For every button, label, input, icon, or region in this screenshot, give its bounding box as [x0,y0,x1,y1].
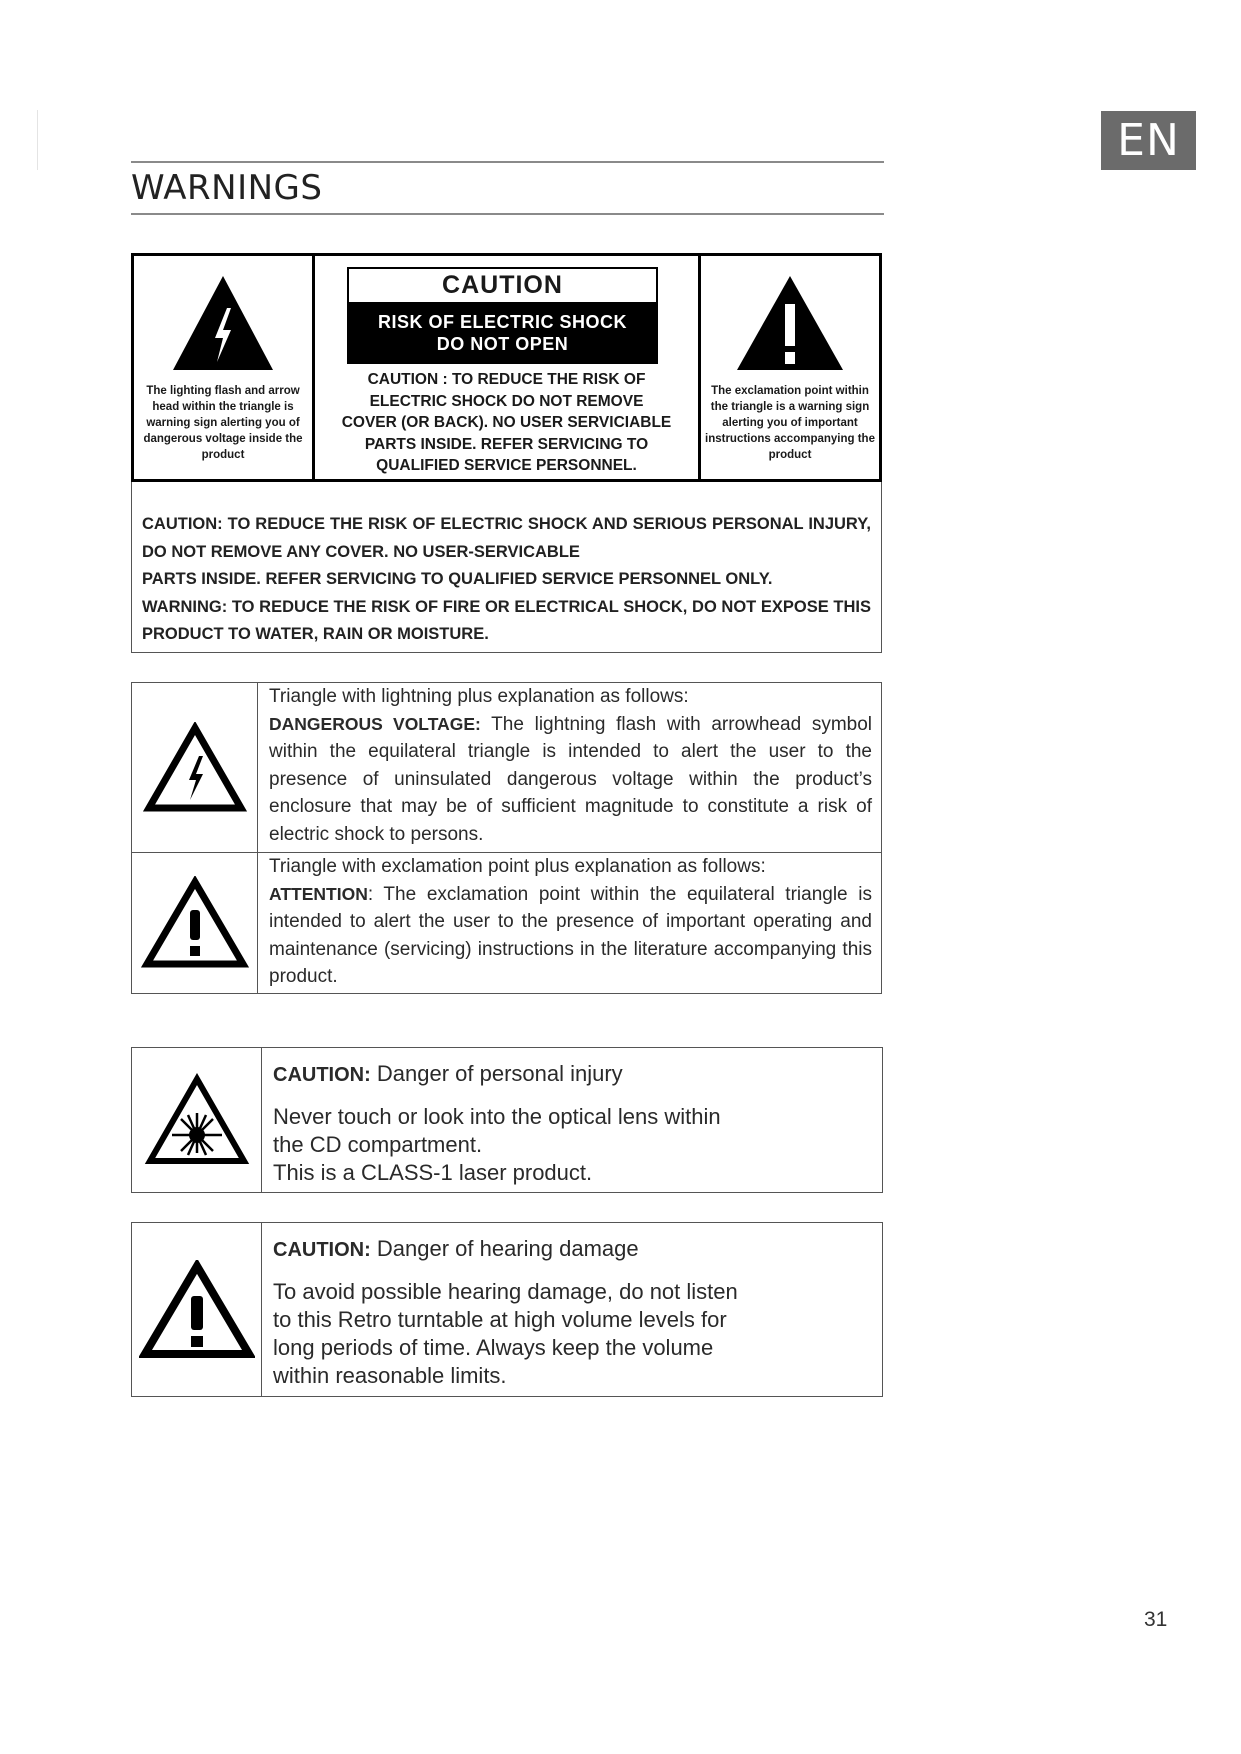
risk-line-2: DO NOT OPEN [436,334,569,354]
caution-title: CAUTION [442,271,563,299]
caution-paragraph: CAUTION: TO REDUCE THE RISK OF ELECTRIC SHOCK AND SERIOUS PERSONAL INJURY, DO NOT REMOVE ANY COVER. NO USER-SERVICABLE [142,515,871,561]
label-right-panel [698,256,879,479]
laser-caution-heading [273,1060,871,1089]
label-left-panel [134,256,315,479]
laser-caution-line: the CD compartment. [273,1132,483,1157]
symbol-term: ATTENTION [269,883,368,904]
page-title: WARNINGS [131,168,323,208]
label-left-text: The lighting flash and arrow head within the triangle is warning sign alerting you of dangerous voltage inside the product [143,385,303,461]
symbol-text: : The exclamation point within the equilateral triangle is intended to alert the user to the presence of important operating and maintenance (servicing) instructions in the literature accompanying this product. [269,883,872,988]
risk-banner [349,302,656,362]
laser-caution-line: Never touch or look into the optical lens within [273,1104,721,1129]
caution-label [131,253,882,482]
caution-prefix: CAUTION: [273,1064,371,1086]
exclamation-warning-icon [141,876,249,970]
hearing-icon-cell [132,1223,262,1396]
table-row [132,683,881,852]
laser-warning-icon [144,1073,250,1167]
caution-heading-text: Danger of hearing damage [370,1236,639,1261]
laser-caution-body [262,1048,882,1192]
center-line: COVER (OR BACK). NO USER SERVICIABLE [341,414,672,431]
symbol-explanation [269,711,872,849]
hearing-caution-box [131,1222,883,1397]
caution-paragraph: PARTS INSIDE. REFER SERVICING TO QUALIFIED SERVICE PERSONNEL ONLY. [142,570,773,588]
symbol-description [258,683,881,852]
symbol-intro: Triangle with lightning plus explanation as follows: [269,686,689,707]
center-line: ELECTRIC SHOCK DO NOT REMOVE [369,392,644,410]
exclamation-triangle-icon [735,274,845,372]
caution-prefix: CAUTION: [273,1239,371,1261]
center-line: CAUTION : TO REDUCE THE RISK OF [367,371,646,388]
center-line: PARTS INSIDE. REFER SERVICING TO [364,435,649,453]
page-number: 31 [1144,1608,1168,1631]
label-center-panel [315,256,698,479]
symbol-description [258,853,881,993]
title-rule-top [131,161,884,163]
symbol-explanation [269,881,872,991]
symbol-intro: Triangle with exclamation point plus explanation as follows: [269,856,766,877]
title-rule-bottom [131,213,884,215]
label-center-text [319,369,694,477]
laser-caution-line: This is a CLASS-1 laser product. [273,1160,593,1185]
center-line: QUALIFIED SERVICE PERSONNEL. [376,457,637,474]
symbol-icon-cell [132,683,258,852]
hearing-caution-line: long periods of time. Always keep the volume [273,1335,714,1360]
hearing-caution-line: within reasonable limits. [273,1363,507,1388]
symbol-table [131,682,882,994]
hearing-caution-line: to this Retro turntable at high volume levels for [273,1307,727,1332]
symbol-term: DANGEROUS VOLTAGE: [269,713,481,734]
lightning-triangle-icon [171,274,275,372]
lightning-warning-icon [143,722,247,814]
label-right-text: The exclamation point within the triangle is a warning sign alerting you of important instructions accompanying the product [705,385,875,461]
caution-header [347,267,658,364]
risk-line-1: RISK OF ELECTRIC SHOCK [377,312,627,332]
warning-paragraph: WARNING: TO REDUCE THE RISK OF FIRE OR ELECTRICAL SHOCK, DO NOT EXPOSE THIS PRODUCT TO WATER, RAIN OR MOISTURE. [142,597,871,643]
hearing-caution-body [262,1223,882,1396]
margin-line [37,110,38,170]
caution-text-block [131,482,882,653]
laser-icon-cell [132,1048,262,1192]
symbol-icon-cell [132,853,258,993]
hearing-caution-line: To avoid possible hearing damage, do not listen [273,1279,738,1304]
symbol-text: The lightning flash with arrowhead symbol within the equilateral triangle is intended to alert the user to the presence of uninsulated dangerous voltage within the product’s enclosure that may be of sufficient magnitude to constitute a risk of electric shock to persons. [269,713,872,845]
exclamation-warning-icon [139,1260,255,1360]
table-row [132,852,881,993]
caution-heading-text: Danger of personal injury [370,1061,623,1086]
hearing-caution-heading [273,1235,871,1264]
language-badge: EN [1101,111,1196,170]
laser-caution-box [131,1047,883,1193]
